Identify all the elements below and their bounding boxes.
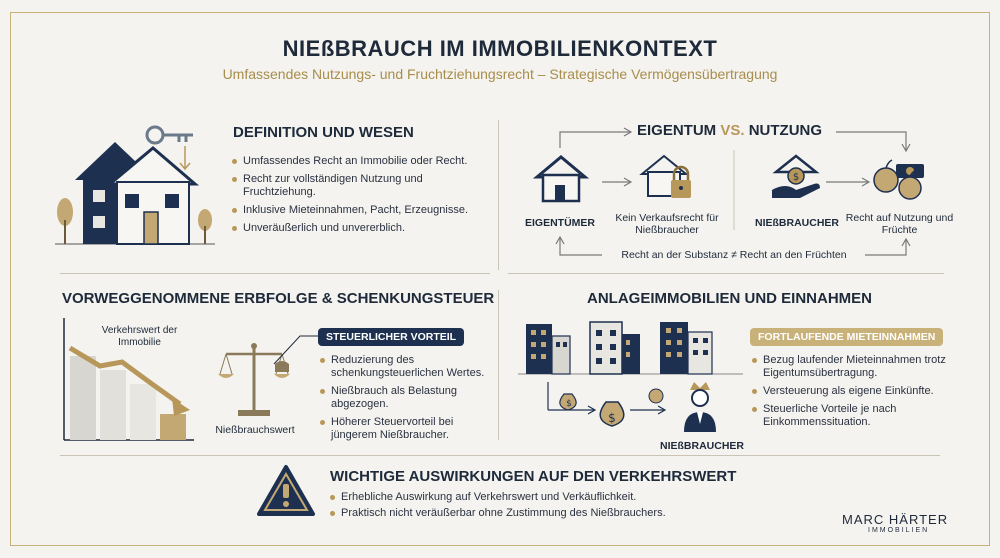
- eigentum-heading: EIGENTUM VS. NUTZUNG: [637, 122, 823, 139]
- erbfolge-heading: VORWEGGENOMMENE ERBFOLGE & SCHENKUNGSTEUER: [62, 290, 495, 307]
- company-tagline: IMMOBILIEN: [868, 527, 930, 534]
- hand-coin-icon: [768, 152, 826, 202]
- fruit-basket-icon: [870, 152, 930, 202]
- definition-bullets: [232, 155, 482, 240]
- list-item: Reduzierung des schenkungsteuerlichen Wertes.: [320, 354, 495, 380]
- page-frame: [10, 12, 990, 546]
- divider-horizontal-bottom: [60, 455, 940, 456]
- auswirkungen-bullets: [330, 491, 790, 525]
- chart-value-label: Verkehrswert der Immobilie: [101, 325, 178, 348]
- definition-heading: DEFINITION UND WESEN: [233, 124, 414, 141]
- lock-icon: [640, 152, 700, 204]
- list-item: Umfassendes Recht an Immobilie oder Recht.: [232, 155, 482, 168]
- list-item: Bezug laufender Mieteinnahmen trotz Eigentumsübertragung.: [752, 354, 947, 380]
- scale-label: Nießbrauchswert: [215, 424, 295, 436]
- substanz-text: Recht an der Substanz ≠ Recht an den Früchten: [621, 249, 847, 261]
- divider-vertical-top: [498, 120, 499, 270]
- list-item: Nießbrauch als Belastung abgezogen.: [320, 385, 495, 411]
- anlage-bullets: [752, 354, 947, 434]
- house-key-icon: [55, 120, 220, 250]
- fruit-label: Recht auf Nutzung und Früchte: [845, 212, 954, 236]
- list-item: Höherer Steuervorteil bei jüngerem Nießbraucher.: [320, 416, 495, 442]
- list-item: Praktisch nicht veräußerbar ohne Zustimmung des Nießbrauchers.: [330, 507, 790, 520]
- list-item: Recht zur vollständigen Nutzung und Fruchtziehung.: [232, 173, 482, 199]
- buildings-icon: [518, 318, 743, 376]
- erbfolge-bullets: [320, 354, 495, 447]
- page-subtitle: Umfassendes Nutzungs- und Fruchtziehungsrecht – Strategische Vermögensübertragung: [222, 66, 778, 82]
- owner-label: EIGENTÜMER: [524, 217, 595, 229]
- auswirkungen-heading: WICHTIGE AUSWIRKUNGEN AUF DEN VERKEHRSWERT: [330, 468, 737, 485]
- list-item: Erhebliche Auswirkung auf Verkehrswert und Verkäuflichkeit.: [330, 491, 790, 504]
- house-icon: [535, 155, 587, 203]
- warning-icon: [256, 464, 316, 518]
- svg-text:$: $: [608, 411, 616, 425]
- crown-person-icon: [680, 380, 720, 435]
- divider-horizontal-right: [508, 273, 944, 274]
- list-item: Unveräußerlich und unvererblich.: [232, 222, 482, 235]
- rental-income-badge: FORTLAUFENDE MIETEINNAHMEN: [750, 328, 943, 346]
- company-logo: MARC HÄRTER: [842, 512, 949, 527]
- anlage-person-label: NIEßBRAUCHER: [660, 440, 744, 452]
- divider-vertical-mid: [498, 290, 499, 440]
- svg-text:$: $: [792, 172, 800, 183]
- anlage-heading: ANLAGEIMMOBILIEN UND EINNAHMEN: [587, 290, 872, 307]
- list-item: Versteuerung als eigene Einkünfte.: [752, 385, 947, 398]
- svg-text:$: $: [566, 399, 572, 409]
- tax-advantage-badge: STEUERLICHER VORTEIL: [318, 328, 464, 346]
- callout-line: [270, 330, 320, 370]
- list-item: Steuerliche Vorteile je nach Einkommenssituation.: [752, 403, 947, 429]
- user-label: NIEßBRAUCHER: [755, 217, 839, 229]
- lock-label: Kein Verkaufsrecht für Nießbraucher: [615, 212, 719, 236]
- divider-horizontal-left: [60, 273, 490, 274]
- page-title: NIEßBRAUCH IM IMMOBILIENKONTEXT: [282, 36, 718, 61]
- list-item: Inklusive Mieteinnahmen, Pacht, Erzeugnisse.: [232, 204, 482, 217]
